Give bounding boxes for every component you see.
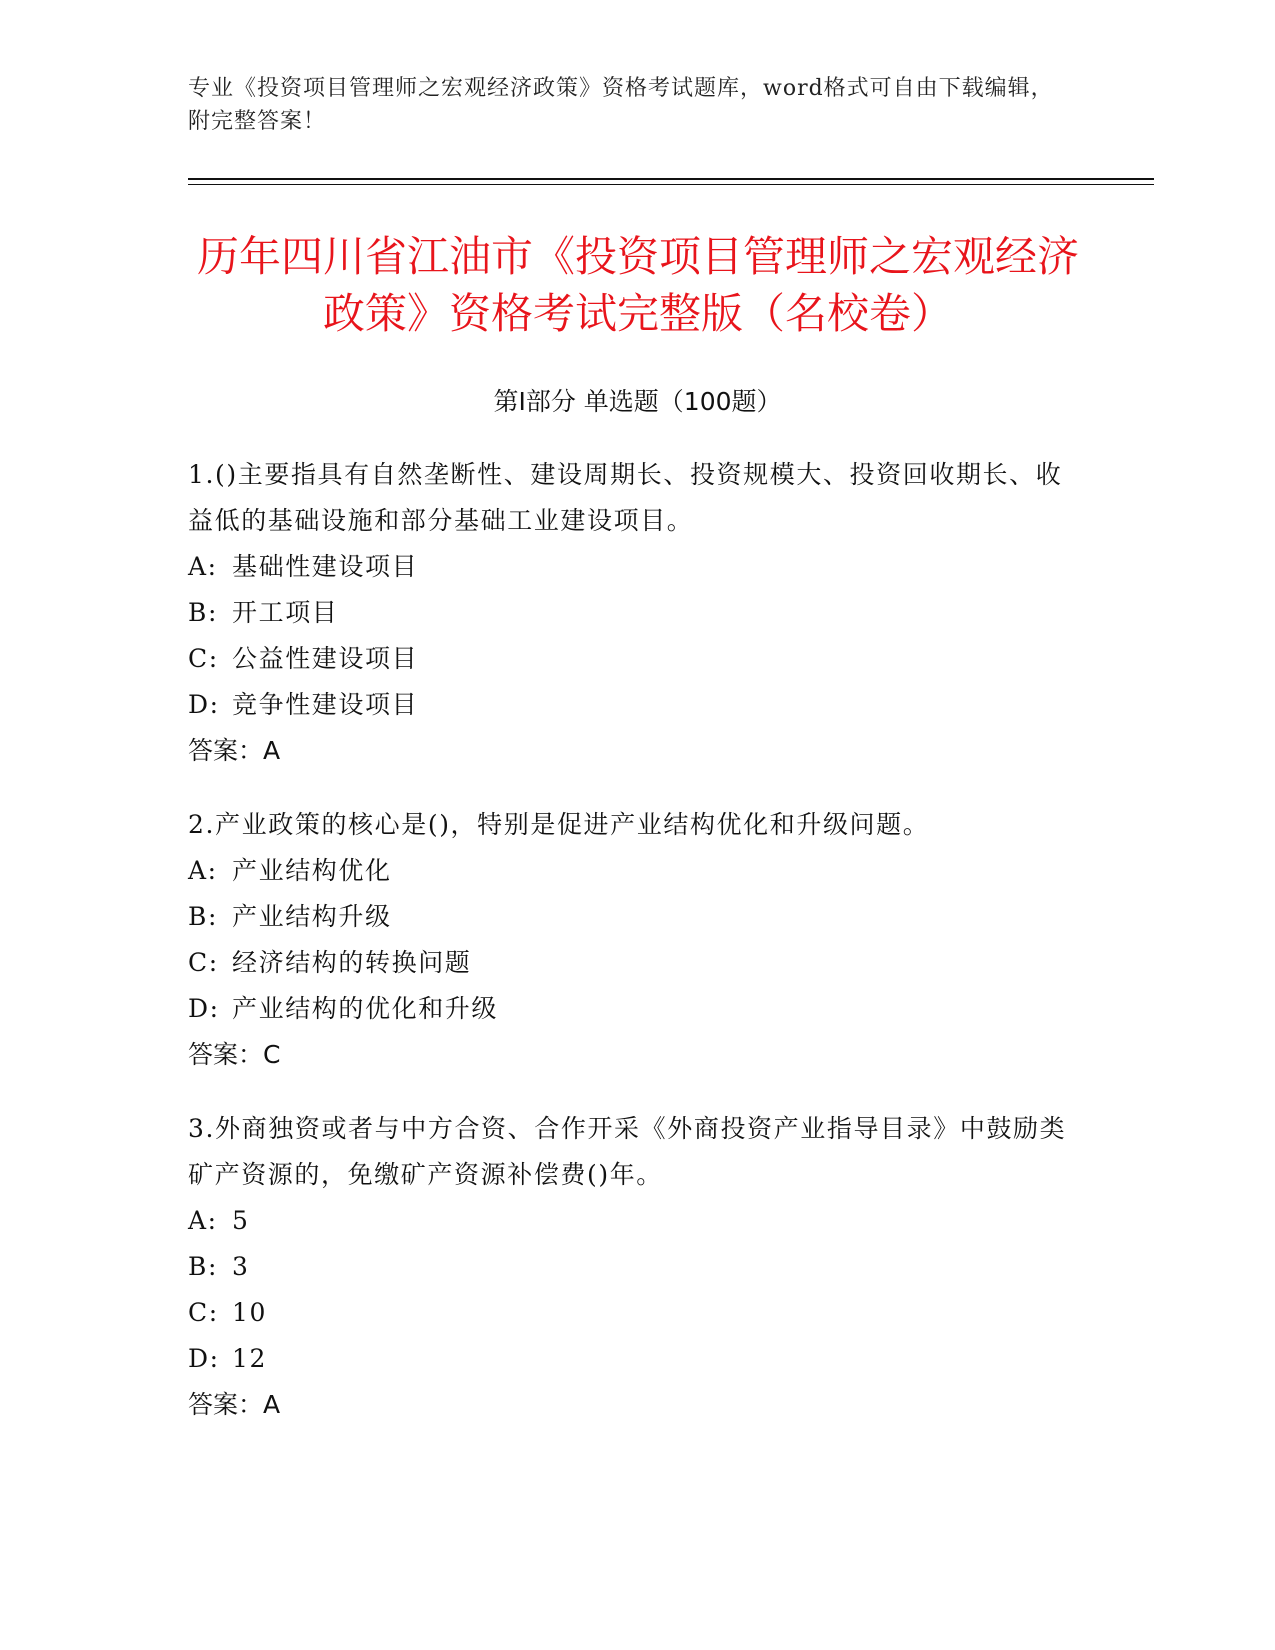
option-text: 12	[232, 1344, 268, 1373]
option-text: 产业结构的优化和升级	[232, 994, 499, 1023]
option-b	[188, 590, 1068, 636]
answer-line	[188, 1032, 1068, 1078]
option-c	[188, 1290, 1068, 1336]
option-key: D:	[188, 1344, 220, 1373]
option-d	[188, 1336, 1068, 1382]
answer-label: 答案：	[188, 736, 264, 765]
header-divider-thick	[188, 178, 1154, 180]
option-text: 3	[232, 1252, 250, 1281]
option-key: B:	[188, 598, 218, 627]
option-text: 竞争性建设项目	[232, 690, 419, 719]
option-a	[188, 848, 1068, 894]
option-key: A:	[188, 552, 218, 581]
option-text: 经济结构的转换问题	[232, 948, 472, 977]
option-text: 5	[232, 1206, 250, 1235]
option-text: 基础性建设项目	[232, 552, 419, 581]
option-key: C:	[188, 1298, 219, 1327]
option-key: A:	[188, 1206, 218, 1235]
question-stem: 1.()主要指具有自然垄断性、建设周期长、投资规模大、投资回收期长、收益低的基础设施和部分基础工业建设项目。	[188, 460, 1063, 535]
answer-value: A	[263, 1390, 281, 1419]
question-stem: 3.外商独资或者与中方合资、合作开采《外商投资产业指导目录》中鼓励类矿产资源的，免缴矿产资源补偿费()年。	[188, 1114, 1067, 1189]
answer-value: C	[263, 1040, 281, 1069]
header-divider-thin	[188, 184, 1154, 185]
answer-label: 答案：	[188, 1040, 264, 1069]
option-key: C:	[188, 644, 219, 673]
question-stem: 2.产业政策的核心是()，特别是促进产业结构优化和升级问题。	[188, 810, 930, 839]
option-key: D:	[188, 994, 220, 1023]
option-key: B:	[188, 1252, 218, 1281]
answer-label: 答案：	[188, 1390, 264, 1419]
option-key: B:	[188, 902, 218, 931]
document-title: 历年四川省江油市《投资项目管理师之宏观经济政策》资格考试完整版（名校卷）	[196, 232, 1079, 338]
option-c	[188, 940, 1068, 986]
option-a	[188, 1198, 1068, 1244]
option-d	[188, 986, 1068, 1032]
question-2	[188, 802, 1068, 1078]
option-a	[188, 544, 1068, 590]
option-key: D:	[188, 690, 220, 719]
question-3	[188, 1106, 1068, 1428]
section-title: 第Ⅰ部分 单选题（100题）	[493, 387, 782, 416]
option-text: 产业结构升级	[232, 902, 392, 931]
option-text: 产业结构优化	[232, 856, 392, 885]
option-b	[188, 894, 1068, 940]
answer-line	[188, 728, 1068, 774]
option-text: 开工项目	[232, 598, 339, 627]
option-text: 公益性建设项目	[232, 644, 419, 673]
option-b	[188, 1244, 1068, 1290]
option-key: C:	[188, 948, 219, 977]
option-c	[188, 636, 1068, 682]
option-text: 10	[232, 1298, 268, 1327]
answer-line	[188, 1382, 1068, 1428]
option-d	[188, 682, 1068, 728]
answer-value: A	[263, 736, 281, 765]
question-1	[188, 452, 1068, 774]
option-key: A:	[188, 856, 218, 885]
header-note: 专业《投资项目管理师之宏观经济政策》资格考试题库，word格式可自由下载编辑，附完整答案！	[188, 76, 1054, 134]
